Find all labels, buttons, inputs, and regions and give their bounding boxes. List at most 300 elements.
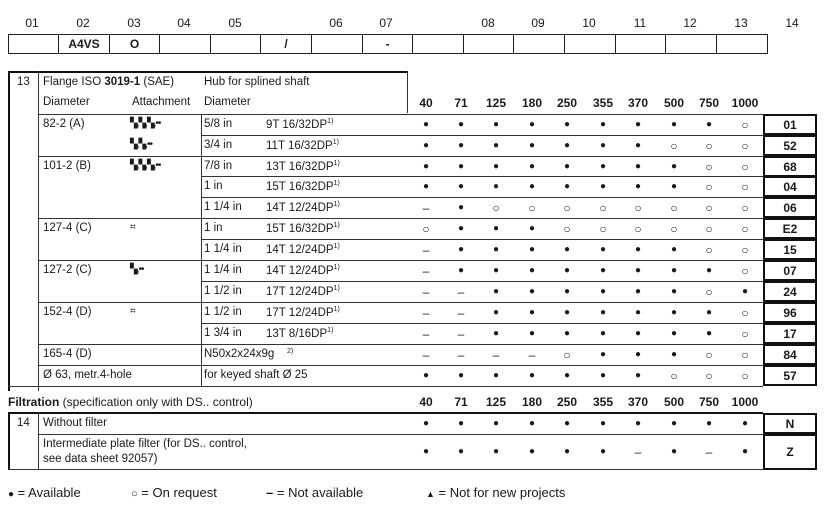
availability-mark: ●	[670, 328, 678, 339]
availability-mark: ○	[705, 160, 713, 174]
spline-text: 14T 12/24DP	[266, 201, 334, 214]
availability-mark: ●	[492, 286, 500, 297]
position-code-box	[8, 34, 59, 54]
size-header: 355	[592, 395, 614, 409]
group-divider	[38, 344, 201, 345]
position-code-box	[513, 34, 565, 54]
group-divider	[38, 260, 201, 261]
size-header: 370	[627, 395, 649, 409]
row-divider	[201, 344, 763, 345]
availability-mark: ○	[599, 201, 607, 215]
footnote-ref: 2)	[287, 348, 294, 355]
size-header: 180	[521, 96, 543, 110]
availability-mark: ○	[634, 201, 642, 215]
size-header: 500	[663, 395, 685, 409]
availability-mark: ●	[457, 202, 465, 213]
attachment-icon: ⌗	[130, 222, 135, 233]
availability-mark: ○	[670, 222, 678, 236]
size-header: 125	[485, 96, 507, 110]
availability-mark: ●	[492, 140, 500, 151]
availability-mark: ●	[634, 370, 642, 381]
footnote-ref: 1)	[333, 264, 340, 271]
legend-not-available: – = Not available	[266, 485, 364, 500]
availability-mark: ●	[528, 265, 536, 276]
availability-mark: ○	[741, 327, 749, 341]
flange-size: 101-2 (B)	[43, 160, 91, 172]
spline-text: 14T 12/24DP	[266, 264, 334, 277]
availability-mark: –	[422, 348, 430, 362]
filter-label: Intermediate plate filter (for DS.. control,	[43, 438, 247, 450]
availability-mark: ●	[457, 370, 465, 381]
row-divider	[201, 281, 763, 282]
spline-text: 17T 12/24DP	[266, 285, 334, 298]
column-divider	[201, 114, 202, 386]
hub-diameter: N50x2x24x9g	[204, 348, 275, 360]
position-number: 14	[785, 16, 799, 30]
hub-diameter: 1 in	[204, 180, 223, 192]
availability-mark: ●	[670, 161, 678, 172]
availability-mark: ●	[492, 446, 500, 457]
row-divider	[8, 386, 763, 387]
order-code: 15	[783, 243, 797, 257]
hub-diameter: 5/8 in	[204, 118, 233, 130]
footnote-ref: 1)	[333, 306, 340, 313]
position-number: 03	[127, 16, 141, 30]
position-code-box	[564, 34, 616, 54]
availability-mark: ●	[741, 417, 749, 429]
hub-diameter: 1 1/2 in	[204, 285, 242, 297]
flange-size: 165-4 (D)	[43, 348, 92, 360]
availability-mark: ●	[634, 349, 642, 360]
position-number: 11	[633, 16, 647, 30]
order-code: Z	[786, 445, 794, 459]
availability-mark: ●	[563, 307, 571, 318]
availability-mark: ○	[705, 285, 713, 299]
flange-size: 127-2 (C)	[43, 264, 92, 276]
availability-mark: ●	[563, 119, 571, 130]
availability-mark: ●	[563, 328, 571, 339]
size-header: 250	[556, 96, 578, 110]
order-code: 96	[783, 306, 797, 320]
availability-mark: ○	[492, 201, 500, 215]
group-divider	[38, 114, 201, 115]
order-code: 06	[783, 201, 797, 215]
size-header: 1000	[731, 96, 759, 110]
availability-mark: ●	[563, 161, 571, 172]
availability-mark: ●	[422, 181, 430, 192]
availability-mark: ●	[563, 140, 571, 151]
position-number: 12	[683, 16, 697, 30]
order-code: 52	[783, 139, 797, 153]
hub-diameter: 1 1/2 in	[204, 306, 242, 318]
row-divider	[201, 302, 763, 303]
availability-mark: ●	[528, 328, 536, 339]
availability-mark: ●	[563, 446, 571, 457]
availability-mark: –	[705, 445, 713, 459]
position-number: 04	[177, 16, 191, 30]
availability-mark: –	[528, 348, 536, 362]
availability-mark: ●	[422, 446, 430, 457]
row-divider	[201, 323, 763, 324]
availability-mark: ●	[634, 181, 642, 192]
position-number: 06	[329, 16, 343, 30]
position-number: 08	[481, 16, 495, 30]
hub-diameter: 7/8 in	[204, 160, 233, 172]
availability-mark: –	[457, 306, 465, 320]
group-divider	[38, 218, 201, 219]
filtration-bottom-rule	[8, 469, 763, 470]
size-header: 71	[454, 96, 468, 110]
availability-mark: ●	[563, 244, 571, 255]
filtration-left-rule	[8, 412, 10, 469]
availability-mark: ●	[599, 446, 607, 457]
availability-mark: ●	[705, 265, 713, 276]
availability-mark: ●	[705, 119, 713, 130]
availability-mark: –	[422, 327, 430, 341]
attachment-icon: ⌗	[130, 306, 135, 317]
row-divider	[201, 156, 763, 157]
group-divider	[38, 365, 201, 366]
position-number: 05	[228, 16, 242, 30]
row-divider	[201, 218, 763, 219]
availability-mark: ●	[670, 446, 678, 457]
size-header: 370	[627, 96, 649, 110]
availability-mark: ●	[492, 119, 500, 130]
availability-mark: ●	[422, 119, 430, 130]
availability-mark: ●	[599, 328, 607, 339]
position-code-box: O	[109, 34, 160, 54]
availability-mark: ●	[457, 119, 465, 130]
order-code: 01	[783, 118, 797, 132]
position-number: 13	[734, 16, 748, 30]
availability-mark: ○	[705, 180, 713, 194]
availability-mark: ○	[634, 222, 642, 236]
hub-diameter: 1 1/4 in	[204, 264, 242, 276]
availability-mark: ●	[705, 328, 713, 339]
availability-mark: ●	[670, 417, 678, 429]
availability-mark: ●	[634, 328, 642, 339]
filtration-top-rule	[8, 412, 763, 414]
availability-mark: ●	[457, 417, 465, 429]
position-code-box	[412, 34, 464, 54]
availability-mark: ●	[492, 417, 500, 429]
availability-mark: ●	[599, 119, 607, 130]
position-number: 02	[76, 16, 90, 30]
availability-mark: ●	[599, 265, 607, 276]
availability-mark: ○	[563, 201, 571, 215]
availability-mark: ●	[422, 417, 430, 429]
availability-mark: ●	[528, 161, 536, 172]
order-code: 17	[783, 327, 797, 341]
availability-mark: ●	[492, 307, 500, 318]
availability-mark: ●	[705, 307, 713, 318]
availability-mark: ●	[492, 328, 500, 339]
filtration-column-divider	[38, 412, 39, 469]
spline-spec	[266, 222, 340, 235]
availability-mark: ○	[741, 243, 749, 257]
order-code: 57	[783, 369, 797, 383]
size-header: 750	[698, 395, 720, 409]
availability-mark: ●	[492, 244, 500, 255]
position-code-box	[665, 34, 717, 54]
spline-spec	[266, 327, 333, 340]
availability-mark: ●	[670, 181, 678, 192]
legend-on-request: ○ = On request	[131, 485, 217, 500]
availability-mark: –	[457, 285, 465, 299]
availability-mark: ●	[670, 244, 678, 255]
availability-mark: ●	[457, 244, 465, 255]
availability-mark: ●	[563, 286, 571, 297]
spline-text: 17T 12/24DP	[266, 306, 334, 319]
availability-mark: ○	[741, 180, 749, 194]
availability-mark: ●	[599, 244, 607, 255]
availability-mark: ●	[741, 286, 749, 297]
availability-mark: ○	[741, 139, 749, 153]
row-divider	[38, 434, 763, 435]
availability-mark: ○	[741, 118, 749, 132]
size-header: 250	[556, 395, 578, 409]
availability-mark: ●	[528, 244, 536, 255]
footnote-ref: 1)	[333, 285, 340, 292]
availability-mark: ●	[422, 140, 430, 151]
availability-mark: –	[634, 445, 642, 459]
hub-diameter: for keyed shaft Ø 25	[204, 369, 308, 381]
position-code-box	[210, 34, 261, 54]
availability-mark: ●	[422, 161, 430, 172]
footnote-ref: 1)	[333, 180, 340, 187]
availability-mark: ●	[634, 417, 642, 429]
position-code-box: /	[260, 34, 312, 54]
legend-not-for-new-projects: ▲ = Not for new projects	[426, 485, 566, 500]
availability-mark: ○	[705, 222, 713, 236]
spline-spec	[266, 118, 333, 131]
spline-spec	[266, 243, 340, 256]
row-divider	[201, 239, 763, 240]
footnote-ref: 1)	[333, 222, 340, 229]
availability-mark: ○	[705, 201, 713, 215]
spline-spec	[266, 285, 340, 298]
flange-size: 82-2 (A)	[43, 118, 85, 130]
availability-mark: ○	[741, 222, 749, 236]
footnote-ref: 1)	[333, 201, 340, 208]
availability-mark: ●	[670, 349, 678, 360]
position-code-box	[159, 34, 211, 54]
spline-text: 15T 16/32DP	[266, 180, 334, 193]
size-header: 180	[521, 395, 543, 409]
availability-mark: ○	[741, 160, 749, 174]
legend-available: ● = Available	[8, 485, 81, 500]
availability-mark: ○	[741, 201, 749, 215]
spline-spec	[266, 201, 340, 214]
availability-mark: ●	[599, 417, 607, 429]
spline-spec	[266, 264, 340, 277]
spline-text: 13T 8/16DP	[266, 327, 328, 340]
availability-mark: ○	[422, 222, 430, 236]
availability-mark: ●	[599, 181, 607, 192]
position-code-box	[311, 34, 363, 54]
availability-mark: ●	[528, 140, 536, 151]
position-number: 01	[25, 16, 39, 30]
availability-mark: ●	[528, 119, 536, 130]
spline-spec	[266, 160, 340, 173]
availability-mark: ○	[741, 348, 749, 362]
size-header: 750	[698, 96, 720, 110]
availability-mark: ○	[705, 243, 713, 257]
availability-mark: ●	[457, 161, 465, 172]
spline-spec	[287, 348, 293, 361]
availability-mark: ●	[457, 140, 465, 151]
availability-mark: ●	[634, 265, 642, 276]
availability-mark: –	[422, 306, 430, 320]
order-code: 68	[783, 160, 797, 174]
availability-mark: ●	[563, 181, 571, 192]
position-code-box	[615, 34, 666, 54]
availability-mark: ●	[599, 161, 607, 172]
availability-mark: ○	[528, 201, 536, 215]
flange-size: Ø 63, metr.4-hole	[43, 369, 132, 381]
footnote-ref: 1)	[333, 243, 340, 250]
footnote-ref: 1)	[327, 327, 334, 334]
filtration-title: Filtration (specification only with DS.. control)	[8, 395, 253, 409]
availability-mark: ●	[422, 370, 430, 381]
availability-mark: –	[422, 264, 430, 278]
availability-mark: ●	[492, 161, 500, 172]
availability-mark: ●	[599, 307, 607, 318]
availability-mark: ○	[563, 348, 571, 362]
spline-spec	[266, 139, 339, 152]
size-header: 1000	[731, 395, 759, 409]
availability-mark: –	[422, 243, 430, 257]
availability-mark: ●	[705, 417, 713, 429]
spline-text: 15T 16/32DP	[266, 222, 334, 235]
hub-diameter: 3/4 in	[204, 139, 233, 151]
attachment-icon: ▚,▚,▚,••	[130, 118, 161, 129]
availability-mark: ●	[599, 286, 607, 297]
availability-mark: ●	[563, 370, 571, 381]
spline-text: 13T 16/32DP	[266, 160, 334, 173]
availability-mark: ○	[741, 369, 749, 383]
availability-mark: ●	[457, 223, 465, 234]
size-header: 125	[485, 395, 507, 409]
size-header: 40	[419, 395, 433, 409]
availability-mark: ●	[670, 265, 678, 276]
size-header: 71	[454, 395, 468, 409]
availability-mark: ●	[634, 307, 642, 318]
order-code: 07	[783, 264, 797, 278]
section-number-14: 14	[17, 417, 30, 429]
order-code: N	[785, 416, 795, 431]
availability-mark: ●	[457, 181, 465, 192]
group-divider	[38, 156, 201, 157]
row-divider	[201, 176, 763, 177]
attachment-icon: ▚,▚,▚,••	[130, 160, 161, 171]
attachment-icon: ▚,••	[130, 264, 144, 275]
availability-mark: –	[492, 348, 500, 362]
availability-mark: ●	[563, 265, 571, 276]
filter-label-line2: see data sheet 92057)	[43, 453, 158, 465]
availability-mark: ○	[705, 348, 713, 362]
spline-spec	[266, 180, 340, 193]
availability-mark: ●	[528, 417, 536, 429]
availability-mark: ●	[492, 181, 500, 192]
row-divider	[201, 260, 763, 261]
availability-mark: ●	[528, 307, 536, 318]
footnote-ref: 1)	[333, 160, 340, 167]
availability-mark: ●	[634, 119, 642, 130]
availability-mark: ●	[563, 417, 571, 429]
availability-mark: ○	[705, 369, 713, 383]
spline-text: 11T 16/32DP	[266, 139, 333, 152]
attachment-icon: ▚,▚,••	[130, 139, 152, 150]
availability-mark: ●	[492, 265, 500, 276]
availability-mark: ●	[457, 446, 465, 457]
position-number: 10	[582, 16, 596, 30]
position-number: 07	[379, 16, 393, 30]
spline-text: 14T 12/24DP	[266, 243, 334, 256]
availability-mark: ●	[599, 140, 607, 151]
hub-diameter-header: Diameter	[204, 96, 251, 108]
spline-text: 9T 16/32DP	[266, 118, 328, 131]
availability-mark: ○	[705, 139, 713, 153]
position-code-box: -	[362, 34, 413, 54]
position-code-box	[716, 34, 768, 54]
availability-mark: ●	[528, 181, 536, 192]
availability-mark: ●	[670, 307, 678, 318]
flange-size: 152-4 (D)	[43, 306, 92, 318]
size-header: 500	[663, 96, 685, 110]
group-divider	[38, 302, 201, 303]
row-divider	[201, 365, 763, 366]
availability-mark: ●	[528, 446, 536, 457]
availability-mark: ●	[634, 244, 642, 255]
availability-mark: ○	[670, 201, 678, 215]
row-divider	[201, 114, 763, 115]
availability-mark: ○	[670, 369, 678, 383]
availability-mark: ●	[599, 349, 607, 360]
availability-mark: –	[422, 201, 430, 215]
availability-mark: ●	[457, 265, 465, 276]
availability-mark: ●	[670, 286, 678, 297]
availability-mark: ●	[634, 286, 642, 297]
availability-mark: ●	[634, 161, 642, 172]
order-code: 84	[783, 348, 797, 362]
availability-mark: ○	[741, 306, 749, 320]
availability-mark: ●	[634, 140, 642, 151]
availability-mark: –	[422, 285, 430, 299]
order-code: 24	[783, 285, 797, 299]
attachment-header: Attachment	[132, 96, 191, 108]
availability-mark: ●	[670, 119, 678, 130]
footnote-ref: 1)	[327, 118, 334, 125]
availability-mark: ○	[670, 139, 678, 153]
availability-mark: ●	[492, 223, 500, 234]
availability-mark: ○	[741, 264, 749, 278]
availability-mark: ●	[492, 370, 500, 381]
size-header: 355	[592, 96, 614, 110]
hub-label: Hub for splined shaft	[204, 76, 310, 88]
position-code-box	[463, 34, 514, 54]
section-number-13: 13	[17, 76, 30, 88]
availability-mark: –	[457, 348, 465, 362]
spline-spec	[266, 306, 340, 319]
availability-mark: ○	[563, 222, 571, 236]
flange-title: Flange ISO 3019-1 (SAE)	[43, 76, 175, 88]
row-divider	[201, 135, 763, 136]
hub-diameter: 1 in	[204, 222, 223, 234]
availability-mark: ●	[528, 286, 536, 297]
hub-diameter: 1 3/4 in	[204, 327, 242, 339]
diameter-header: Diameter	[43, 96, 90, 108]
